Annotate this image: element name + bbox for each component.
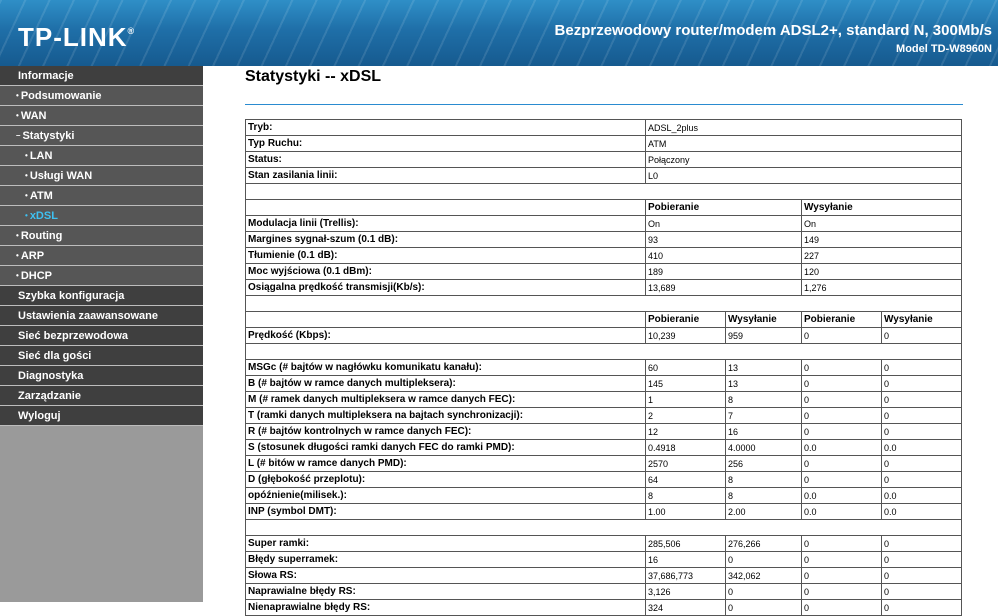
sidebar-item-arp[interactable]	[0, 246, 203, 266]
page-title: Statystyki -- xDSL	[245, 68, 382, 85]
sidebar-item-wyloguj[interactable]	[0, 406, 203, 426]
row-value: 1	[646, 392, 726, 408]
table-row	[246, 472, 962, 488]
row-value: 8	[726, 392, 802, 408]
sidebar-item-label: Zarządzanie	[18, 390, 81, 402]
sidebar-item-label: Routing	[20, 230, 63, 242]
row-value: 0.0	[882, 488, 962, 504]
row-value: 0	[802, 552, 882, 568]
row-value: 0	[802, 360, 882, 376]
row-label: Nienaprawialne błędy RS:	[246, 600, 646, 616]
sidebar-item-label: xDSL	[29, 210, 58, 222]
row-value: 324	[646, 600, 726, 616]
table-row	[246, 424, 962, 440]
sidebar-item-label: Wyloguj	[18, 410, 61, 422]
row-value: 2.00	[726, 504, 802, 520]
row-value: 1.00	[646, 504, 726, 520]
header-empty	[246, 200, 646, 216]
sidebar-item-informacje[interactable]	[0, 66, 203, 86]
row-value: ATM	[646, 136, 962, 152]
row-value: On	[802, 216, 962, 232]
row-value: 0	[882, 376, 962, 392]
row-value: 0.4918	[646, 440, 726, 456]
row-value: 0	[882, 408, 962, 424]
sidebar-item-szybka-konfiguracja[interactable]	[0, 286, 203, 306]
row-value: 0.0	[802, 504, 882, 520]
row-value: 0	[882, 568, 962, 584]
row-label: Tłumienie (0.1 dB):	[246, 248, 646, 264]
row-label: Stan zasilania linii:	[246, 168, 646, 184]
main-content	[203, 66, 998, 613]
table-row	[246, 280, 962, 296]
row-label: Błędy superramek:	[246, 552, 646, 568]
row-value: 0	[882, 360, 962, 376]
row-value: 13,689	[646, 280, 802, 296]
row-value: 0	[882, 328, 962, 344]
row-label: L (# bitów w ramce danych PMD):	[246, 456, 646, 472]
table-row	[246, 456, 962, 472]
column-header: Pobieranie	[646, 312, 726, 328]
row-value: 8	[726, 488, 802, 504]
row-value: 12	[646, 424, 726, 440]
sidebar-bullet-icon: •	[25, 191, 28, 201]
row-value: 0	[802, 536, 882, 552]
row-label: INP (symbol DMT):	[246, 504, 646, 520]
sidebar-item-label: Sieć bezprzewodowa	[18, 330, 129, 342]
tp-link-logo: TP-LINK®	[18, 22, 136, 52]
sidebar-bullet-icon: –	[16, 131, 21, 141]
sidebar-item-label: Statystyki	[22, 130, 75, 142]
row-label: T (ramki danych multipleksera na bajtach synchronizacji):	[246, 408, 646, 424]
sidebar-item-sieć-bezprzewodowa[interactable]	[0, 326, 203, 346]
product-description: Bezprzewodowy router/modem ADSL2+, standard N, 300Mb/s	[554, 22, 992, 39]
table-row	[246, 552, 962, 568]
row-value: 0	[802, 328, 882, 344]
table-row	[246, 536, 962, 552]
row-label: MSGc (# bajtów w nagłówku komunikatu kanału):	[246, 360, 646, 376]
sidebar-item-atm[interactable]	[0, 186, 203, 206]
row-label: M (# ramek danych multipleksera w ramce danych FEC):	[246, 392, 646, 408]
spacer-cell	[246, 296, 962, 312]
sidebar-item-diagnostyka[interactable]	[0, 366, 203, 386]
row-value: Połączony	[646, 152, 962, 168]
row-value: 0.0	[802, 440, 882, 456]
row-value: 13	[726, 376, 802, 392]
row-value: 342,062	[726, 568, 802, 584]
row-value: 145	[646, 376, 726, 392]
sidebar-bullet-icon: •	[16, 231, 19, 241]
sidebar-bullet-icon: •	[25, 171, 28, 181]
table-row	[246, 584, 962, 600]
sidebar-item-label: LAN	[29, 150, 53, 162]
row-value: 10,239	[646, 328, 726, 344]
row-value: 276,266	[726, 536, 802, 552]
row-label: Tryb:	[246, 120, 646, 136]
row-value: 2	[646, 408, 726, 424]
model-name: Model TD-W8960N	[896, 43, 992, 55]
sidebar-item-statystyki[interactable]	[0, 126, 203, 146]
row-value: 13	[726, 360, 802, 376]
column-header: Wysyłanie	[882, 312, 962, 328]
row-label: Moc wyjściowa (0.1 dBm):	[246, 264, 646, 280]
table-row	[246, 216, 962, 232]
table-row	[246, 248, 962, 264]
row-value: 0	[726, 552, 802, 568]
row-label: B (# bajtów w ramce danych multipleksera):	[246, 376, 646, 392]
row-value: 3,126	[646, 584, 726, 600]
sidebar-item-ustawienia-zaawansowane[interactable]	[0, 306, 203, 326]
sidebar-bullet-icon: •	[16, 251, 19, 261]
row-value: 120	[802, 264, 962, 280]
sidebar-item-label: Ustawienia zaawansowane	[18, 310, 158, 322]
spacer-cell	[246, 184, 962, 200]
row-label: Modulacja linii (Trellis):	[246, 216, 646, 232]
row-value: 0	[882, 424, 962, 440]
table-row	[246, 152, 962, 168]
row-value: 0	[802, 584, 882, 600]
sidebar-item-lan[interactable]	[0, 146, 203, 166]
sidebar-menu	[0, 66, 203, 602]
row-label: Osiągalna prędkość transmisji(Kb/s):	[246, 280, 646, 296]
row-value: 0	[802, 408, 882, 424]
row-label: opóźnienie(milisek.):	[246, 488, 646, 504]
sidebar-item-label: DHCP	[20, 270, 52, 282]
row-value: ADSL_2plus	[646, 120, 962, 136]
table-row	[246, 504, 962, 520]
row-value: 0	[882, 584, 962, 600]
table-row	[246, 360, 962, 376]
sidebar-item-label: Podsumowanie	[20, 90, 102, 102]
spacer-cell	[246, 520, 962, 536]
row-value: 0	[882, 392, 962, 408]
column-header: Pobieranie	[802, 312, 882, 328]
table-row	[246, 168, 962, 184]
row-value: 60	[646, 360, 726, 376]
table-row	[246, 392, 962, 408]
row-value: 0	[726, 600, 802, 616]
row-value: 93	[646, 232, 802, 248]
row-value: 8	[726, 472, 802, 488]
table-row	[246, 312, 962, 328]
row-label: Prędkość (Kbps):	[246, 328, 646, 344]
table-row	[246, 376, 962, 392]
row-value: 0.0	[882, 504, 962, 520]
row-value: L0	[646, 168, 962, 184]
row-label: Słowa RS:	[246, 568, 646, 584]
row-value: 0	[726, 584, 802, 600]
table-row	[246, 520, 962, 536]
row-label: Status:	[246, 152, 646, 168]
row-value: 4.0000	[726, 440, 802, 456]
row-value: 0	[802, 376, 882, 392]
sidebar-bullet-icon: •	[25, 211, 28, 221]
row-value: 959	[726, 328, 802, 344]
row-value: 0	[802, 456, 882, 472]
row-value: 0	[882, 456, 962, 472]
sidebar-item-label: Informacje	[18, 70, 74, 82]
table-row	[246, 200, 962, 216]
table-row	[246, 184, 962, 200]
row-value: 0	[802, 424, 882, 440]
table-row	[246, 408, 962, 424]
row-value: 1,276	[802, 280, 962, 296]
row-value: 0	[882, 536, 962, 552]
row-value: 64	[646, 472, 726, 488]
sidebar-item-label: Szybka konfiguracja	[18, 290, 125, 302]
row-value: 256	[726, 456, 802, 472]
row-value: 0.0	[802, 488, 882, 504]
sidebar-item-label: ATM	[29, 190, 53, 202]
header-empty	[246, 312, 646, 328]
row-value: 37,686,773	[646, 568, 726, 584]
sidebar-item-label: WAN	[20, 110, 47, 122]
row-value: 149	[802, 232, 962, 248]
sidebar-item-usługi-wan[interactable]	[0, 166, 203, 186]
title-divider	[245, 104, 963, 105]
sidebar-bullet-icon: •	[16, 91, 19, 101]
row-value: 0	[882, 600, 962, 616]
sidebar-item-label: Sieć dla gości	[18, 350, 92, 362]
row-label: D (głębokość przeplotu):	[246, 472, 646, 488]
sidebar-item-xdsl[interactable]	[0, 206, 203, 226]
row-value: 16	[726, 424, 802, 440]
row-value: 189	[646, 264, 802, 280]
row-value: 0	[802, 392, 882, 408]
table-row	[246, 232, 962, 248]
column-header: Pobieranie	[646, 200, 802, 216]
table-row	[246, 568, 962, 584]
row-value: 0	[802, 472, 882, 488]
table-row	[246, 120, 962, 136]
sidebar-item-sieć-dla-gości[interactable]	[0, 346, 203, 366]
row-label: Naprawialne błędy RS:	[246, 584, 646, 600]
table-row	[246, 344, 962, 360]
sidebar-bullet-icon: •	[25, 151, 28, 161]
table-row	[246, 296, 962, 312]
sidebar-item-label: ARP	[20, 250, 45, 262]
row-value: 0	[802, 568, 882, 584]
sidebar-item-wan[interactable]	[0, 106, 203, 126]
sidebar-bullet-icon: •	[16, 111, 19, 121]
sidebar-item-dhcp[interactable]	[0, 266, 203, 286]
row-value: 7	[726, 408, 802, 424]
spacer-cell	[246, 344, 962, 360]
row-value: 0	[882, 472, 962, 488]
sidebar-item-label: Usługi WAN	[29, 170, 93, 182]
table-row	[246, 328, 962, 344]
sidebar-bullet-icon: •	[16, 271, 19, 281]
sidebar-item-podsumowanie[interactable]	[0, 86, 203, 106]
column-header: Wysyłanie	[726, 312, 802, 328]
row-label: Margines sygnał-szum (0.1 dB):	[246, 232, 646, 248]
table-row	[246, 136, 962, 152]
sidebar-item-label: Diagnostyka	[18, 370, 84, 382]
row-value: 2570	[646, 456, 726, 472]
row-value: 410	[646, 248, 802, 264]
sidebar-item-zarządzanie[interactable]	[0, 386, 203, 406]
sidebar-item-routing[interactable]	[0, 226, 203, 246]
header-banner	[0, 0, 998, 66]
row-value: 0	[882, 552, 962, 568]
row-value: 16	[646, 552, 726, 568]
row-label: R (# bajtów kontrolnych w ramce danych FEC):	[246, 424, 646, 440]
column-header: Wysyłanie	[802, 200, 962, 216]
xdsl-statistics-table	[245, 119, 962, 616]
table-row	[246, 264, 962, 280]
row-value: 285,506	[646, 536, 726, 552]
row-value: 0	[802, 600, 882, 616]
row-value: On	[646, 216, 802, 232]
row-value: 0.0	[882, 440, 962, 456]
table-row	[246, 488, 962, 504]
table-row	[246, 440, 962, 456]
row-value: 227	[802, 248, 962, 264]
row-label: Super ramki:	[246, 536, 646, 552]
row-label: S (stosunek długości ramki danych FEC do ramki PMD):	[246, 440, 646, 456]
row-label: Typ Ruchu:	[246, 136, 646, 152]
row-value: 8	[646, 488, 726, 504]
